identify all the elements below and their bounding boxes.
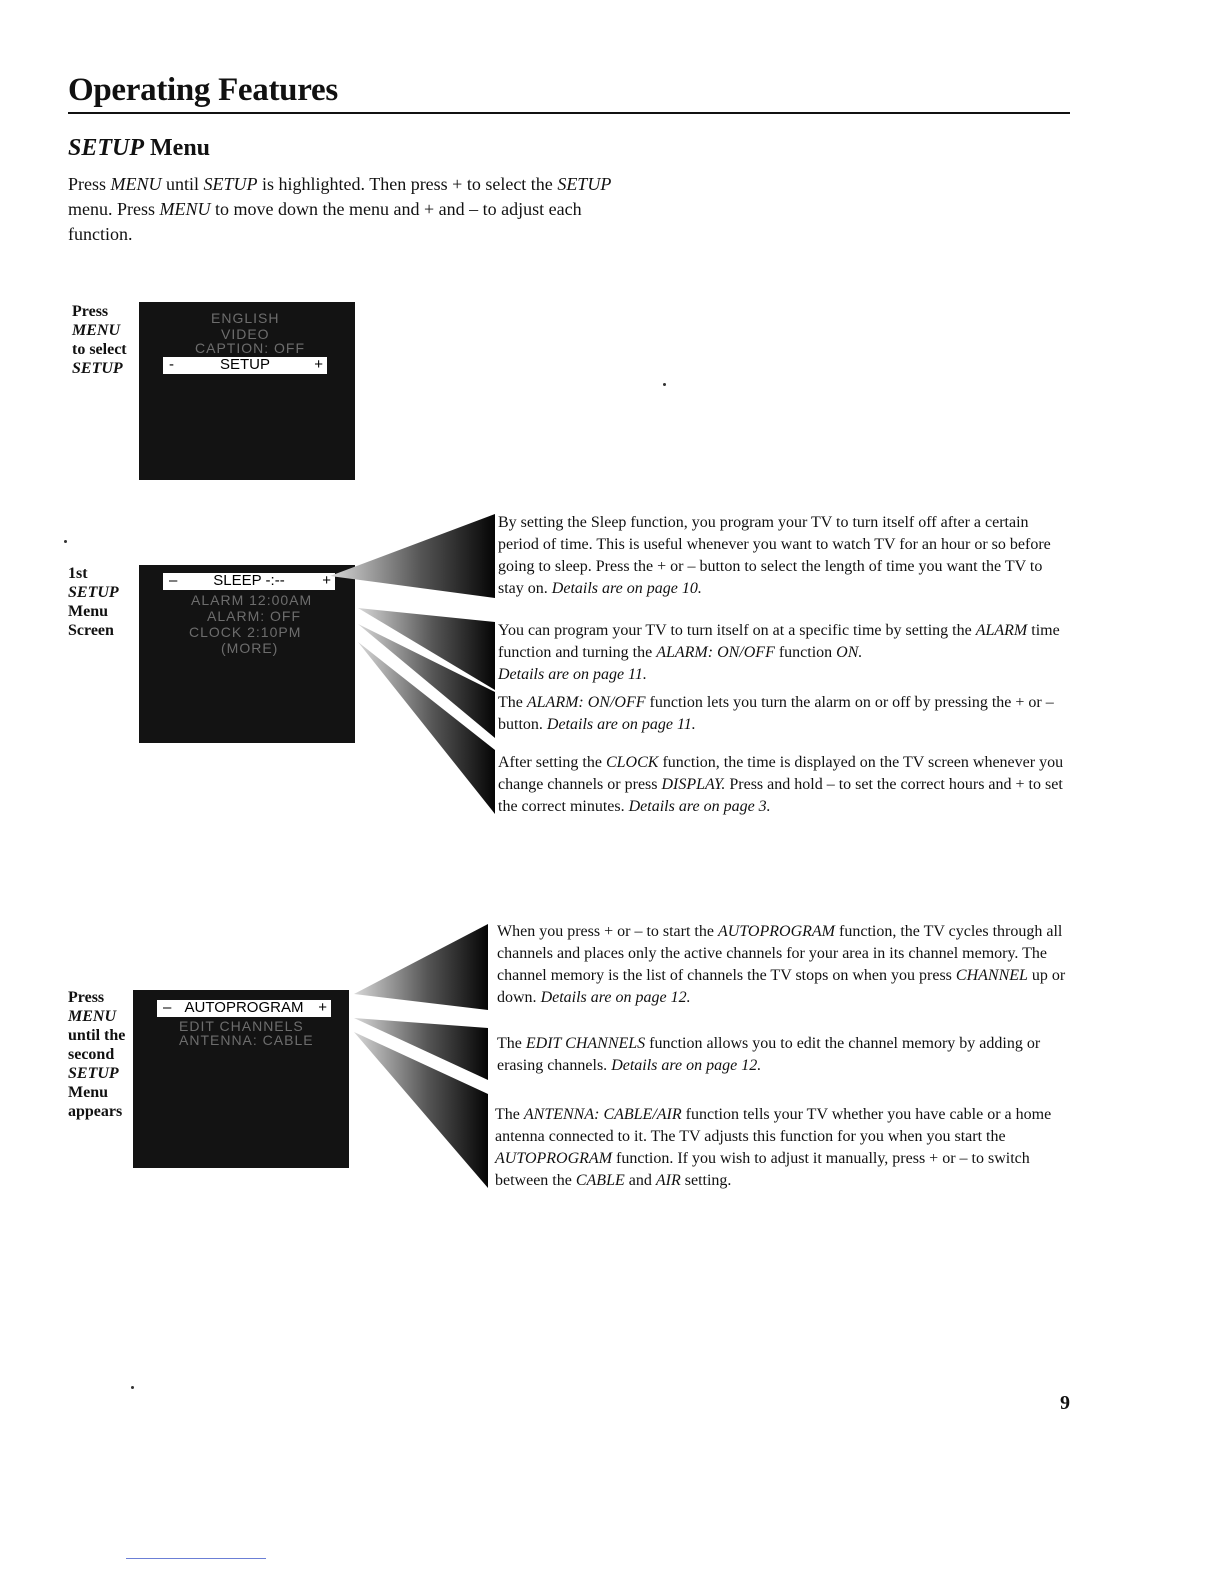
desc-sleep: [498, 512, 1070, 600]
desc-antenna-text: The: [495, 1106, 524, 1123]
menu-line-edit-channels: EDIT CHANNELS: [179, 1018, 304, 1034]
minus-sign: –: [163, 999, 172, 1016]
menu-highlight-setup: [163, 357, 327, 374]
desc-edit-channels: [497, 1033, 1072, 1077]
page-title: Operating Features: [68, 72, 338, 108]
intro-setup-1: SETUP: [203, 174, 258, 194]
block2-label-line: Screen: [68, 622, 114, 639]
minus-sign: -: [169, 356, 174, 373]
block1-label-line: to select: [72, 341, 127, 358]
desc-alarm-onoff-text: The: [498, 694, 527, 711]
minus-sign: –: [169, 572, 178, 589]
block1-label-line: MENU: [72, 322, 121, 339]
desc-autoprogram: [497, 921, 1072, 1009]
callout-wedges-block2: [330, 510, 500, 820]
desc-sleep-details: Details are on page 10.: [551, 580, 702, 597]
desc-autoprogram-text: When you press + or – to start the: [497, 923, 718, 940]
desc-alarm-onoff-term: ALARM: ON/OFF: [526, 694, 646, 711]
intro-menu-1: MENU: [110, 174, 162, 194]
intro-text-4: menu. Press: [68, 199, 160, 219]
section-heading-rest: Menu: [144, 135, 211, 161]
plus-sign: +: [314, 356, 323, 373]
desc-clock-details: Details are on page 3.: [628, 798, 771, 815]
desc-autoprogram-term: CHANNEL: [955, 967, 1028, 984]
plus-sign: +: [318, 999, 327, 1016]
desc-antenna-text: setting.: [680, 1172, 732, 1189]
intro-text-1: Press: [68, 174, 111, 194]
title-divider: [68, 112, 1070, 114]
desc-autoprogram-term: AUTOPROGRAM: [717, 923, 836, 940]
menu-highlight-sleep: [163, 573, 335, 590]
desc-antenna-term: CABLE: [575, 1172, 625, 1189]
desc-clock-text: function, the time is displayed on the TV screen whenever you change channels or press: [498, 754, 1064, 793]
desc-alarm-details: Details are on page 11.: [498, 666, 647, 683]
desc-autoprogram-text: up or down.: [497, 967, 1066, 1006]
desc-alarm-term: ALARM: [975, 622, 1028, 639]
block3-label-line: Menu: [68, 1084, 108, 1101]
intro-menu-2: MENU: [159, 199, 211, 219]
menu-line-alarm-onoff: ALARM: OFF: [207, 608, 302, 624]
wedge-sleep: [330, 514, 495, 598]
wedge-autoprogram: [354, 924, 488, 1010]
block3-label-line: second: [68, 1046, 115, 1063]
intro-setup-2: SETUP: [557, 174, 612, 194]
menu-highlight-autoprogram: [157, 1000, 331, 1017]
tv-screen-setup-menu-2: [133, 990, 349, 1168]
block3-label-line: MENU: [68, 1008, 117, 1025]
intro-text-5: to move down the menu and + and – to adjust each function.: [68, 199, 582, 244]
block3-label: [68, 988, 138, 1121]
desc-autoprogram-text: function, the TV cycles through all channels and places only the active channels for your area in its channel memory. The channel memory is the list of channels the TV stops on when you press: [497, 923, 1063, 984]
menu-line-english: ENGLISH: [211, 310, 280, 326]
desc-alarm-onoff: [498, 692, 1070, 736]
highlight-label: SETUP: [219, 356, 270, 373]
menu-line-antenna: ANTENNA: CABLE: [179, 1032, 314, 1048]
desc-antenna-term: AUTOPROGRAM: [495, 1150, 613, 1167]
desc-antenna-term: AIR: [655, 1172, 681, 1189]
menu-line-caption: CAPTION: OFF: [195, 340, 305, 356]
menu-line-clock: CLOCK 2:10PM: [189, 624, 302, 640]
page-number: 9: [1060, 1392, 1070, 1414]
block2-label-line: 1st: [68, 565, 88, 582]
highlight-label: SLEEP -:--: [213, 572, 285, 589]
intro-text-2: until: [161, 174, 204, 194]
bottom-rule: [126, 1558, 266, 1559]
block3-label-line: until the: [68, 1027, 126, 1044]
desc-edit-text: The: [497, 1035, 526, 1052]
desc-alarm: [498, 620, 1070, 686]
desc-alarm-onoff-details: Details are on page 11.: [546, 716, 696, 733]
desc-clock-text: Press and hold – to set the correct hours and + to set the correct minutes.: [498, 776, 1063, 815]
desc-alarm-text: function: [774, 644, 837, 661]
menu-line-more: (MORE): [221, 640, 279, 656]
desc-antenna-text: function. If you wish to adjust it manually, press + or – to switch between the: [495, 1150, 1030, 1189]
scan-speck: [64, 540, 67, 543]
tv-screen-setup-menu-1: [139, 565, 355, 743]
desc-alarm-text: You can program your TV to turn itself on at a specific time by setting the: [498, 622, 976, 639]
desc-clock: [498, 752, 1070, 818]
menu-line-video: VIDEO: [221, 326, 270, 342]
desc-autoprogram-details: Details are on page 12.: [540, 989, 691, 1006]
desc-alarm-term: ALARM: ON/OFF: [656, 644, 775, 661]
desc-antenna-term: ANTENNA: CABLE/AIR: [523, 1106, 682, 1123]
block3-label-line: SETUP: [68, 1065, 119, 1082]
menu-line-alarm: ALARM 12:00AM: [191, 592, 313, 608]
tv-screen-main-menu: [139, 302, 355, 480]
desc-edit-details: Details are on page 12.: [611, 1057, 762, 1074]
desc-antenna: [495, 1104, 1072, 1192]
desc-alarm-term: ON.: [836, 644, 863, 661]
callout-wedges-block3: [330, 920, 500, 1200]
intro-text-3: is highlighted. Then press + to select the: [257, 174, 558, 194]
block2-label-line: SETUP: [68, 584, 119, 601]
block3-label-line: Press: [68, 989, 105, 1006]
desc-antenna-text: and: [624, 1172, 656, 1189]
desc-alarm-text: time function and turning the: [498, 622, 1060, 661]
scan-speck: [131, 1386, 134, 1389]
desc-edit-term: EDIT CHANNELS: [525, 1035, 646, 1052]
section-heading: [68, 135, 210, 162]
block2-label-line: Menu: [68, 603, 108, 620]
plus-sign: +: [322, 572, 331, 589]
block2-label: [68, 564, 138, 640]
intro-paragraph: [68, 172, 648, 247]
block1-label-line: Press: [72, 303, 109, 320]
scan-speck: [663, 383, 666, 386]
desc-antenna-text: function tells your TV whether you have cable or a home antenna connected to it. The TV adjusts this function for you when you start the: [495, 1106, 1052, 1145]
highlight-label: AUTOPROGRAM: [184, 999, 304, 1016]
block1-label: [72, 302, 142, 378]
desc-clock-term: CLOCK: [605, 754, 659, 771]
desc-alarm-onoff-text: function lets you turn the alarm on or off by pressing the + or – button.: [498, 694, 1054, 733]
block1-label-line: SETUP: [72, 360, 123, 377]
desc-sleep-text: By setting the Sleep function, you program your TV to turn itself off after a certain period of time. This is useful whenever you want to watch TV for an hour or so before going to sleep. Press the + or – button to select the length of time you want the TV to stay on.: [498, 514, 1051, 597]
desc-clock-text: After setting the: [498, 754, 606, 771]
desc-edit-text: function allows you to edit the channel memory by adding or erasing channels.: [497, 1035, 1041, 1074]
block3-label-line: appears: [68, 1103, 123, 1120]
section-heading-italic: SETUP: [68, 135, 145, 161]
desc-clock-term: DISPLAY.: [661, 776, 726, 793]
